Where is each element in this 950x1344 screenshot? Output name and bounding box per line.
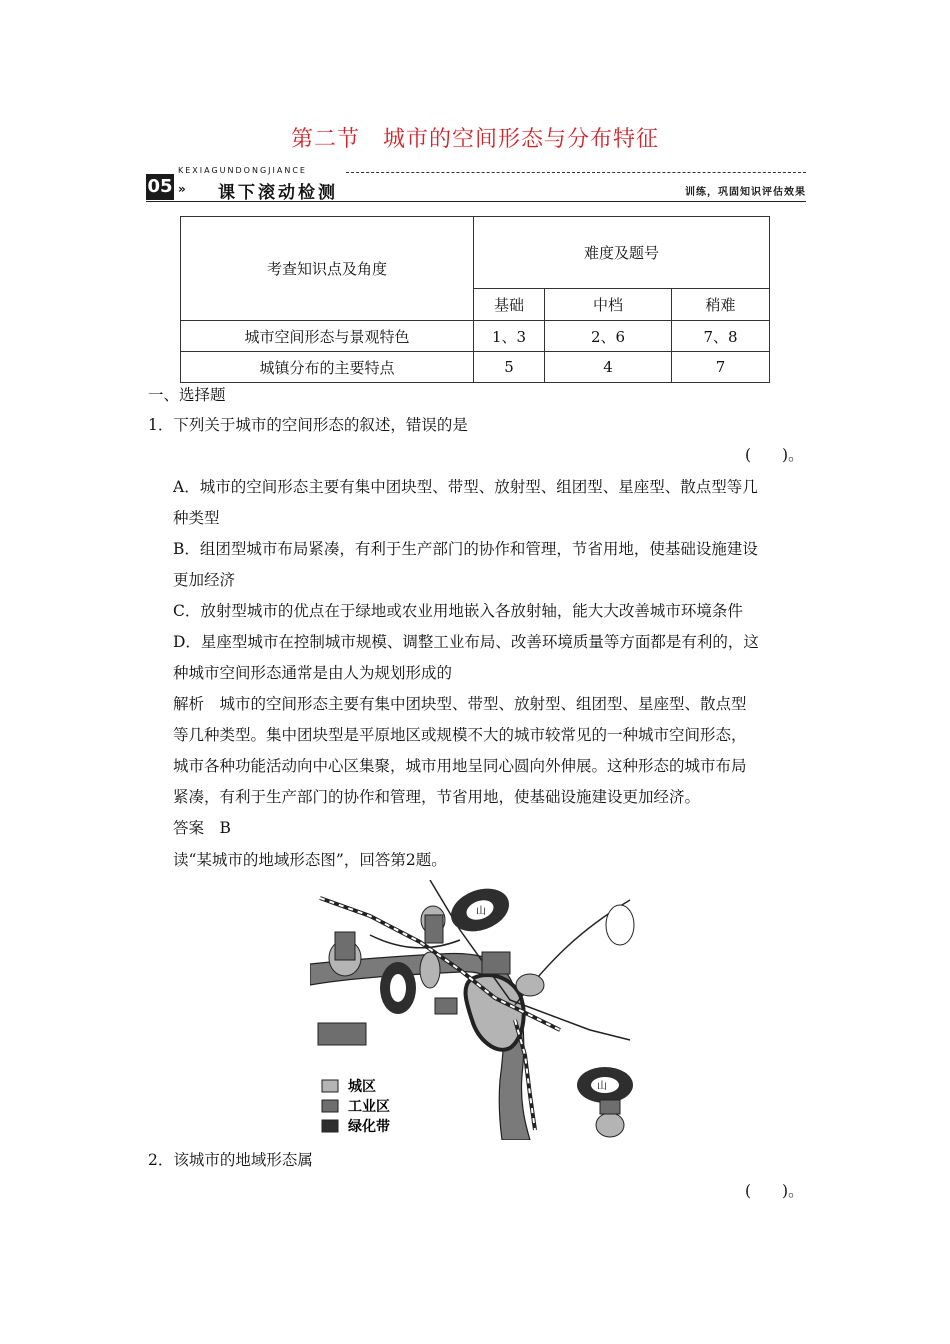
option-b-line-2: 更加经济 (173, 571, 236, 589)
legend-green-label: 绿化带 (348, 1119, 390, 1135)
industrial-zone (318, 1023, 366, 1045)
read-prompt: 读“某城市的地域形态图”，回答第2题。 (173, 851, 447, 869)
answer-line: 答案 B (173, 819, 231, 837)
legend-green-swatch (322, 1120, 338, 1132)
page-title: 第二节 城市的空间形态与分布特征 (290, 127, 659, 152)
table-cell-topic: 城镇分布的主要特点 (181, 352, 474, 383)
table-cell-medium: 4 (545, 352, 672, 383)
table-cell-hard: 7 (672, 352, 770, 383)
question-2-stem: 2．该城市的地域形态属 (148, 1151, 313, 1169)
double-arrow-icon: » (178, 182, 186, 196)
option-d-line-2: 种城市空间形态通常是由人为规划形成的 (173, 664, 453, 682)
mountain-label: 山 (476, 906, 486, 917)
question-1-stem: 1．下列关于城市的空间形态的叙述，错误的是 (148, 416, 468, 434)
map-figure (310, 880, 640, 1140)
central-urban-zone (466, 975, 524, 1050)
knowledge-table (180, 216, 770, 383)
urban-zone (516, 974, 544, 996)
section-title: 课下滚动检测 (218, 183, 338, 203)
table-header-topic: 考查知识点及角度 (181, 217, 474, 321)
analysis-line-2: 等几种类型。集中团块型是平原地区或规模不大的城市较常见的一种城市空间形态， (173, 726, 747, 744)
option-a-line-2: 种类型 (173, 509, 220, 527)
table-cell-basic: 5 (474, 352, 545, 383)
legend-urban-swatch (322, 1080, 338, 1092)
question-1-blank: ( )。 (745, 446, 804, 464)
option-c: C．放射型城市的优点在于绿地或农业用地嵌入各放射轴，能大大改善城市环境条件 (173, 602, 743, 620)
section-pinyin: KEXIAGUNDONGJIANCE (178, 166, 307, 175)
legend-industrial-swatch (322, 1100, 338, 1112)
section-tagline: 训练，巩固知识评估效果 (685, 187, 806, 198)
option-a-line-1: A．城市的空间形态主要有集中团块型、带型、放射型、组团型、星座型、散点型等几 (173, 478, 758, 496)
urban-zone (596, 1113, 624, 1137)
section-banner (146, 166, 806, 206)
table-cell-medium: 2、6 (545, 321, 672, 352)
banner-rule (146, 201, 806, 202)
dotted-divider (346, 172, 806, 173)
industrial-zone (425, 915, 443, 943)
section-number: 05 (146, 174, 174, 200)
table-cell-hard: 7、8 (672, 321, 770, 352)
city-form-map (310, 880, 640, 1140)
urban-zone (606, 905, 634, 945)
svg-text:山: 山 (597, 1081, 607, 1092)
table-cell-basic: 1、3 (474, 321, 545, 352)
legend-industrial-label: 工业区 (348, 1099, 390, 1115)
section-heading: 一、选择题 (148, 386, 226, 404)
urban-zone (420, 952, 440, 988)
option-d-line-1: D．星座型城市在控制城市规模、调整工业布局、改善环境质量等方面都是有利的，这 (173, 633, 759, 651)
legend-urban-label: 城区 (348, 1079, 376, 1095)
industrial-zone (435, 998, 457, 1014)
industrial-zone (335, 932, 355, 960)
analysis-line-1: 解析 城市的空间形态主要有集中团块型、带型、放射型、组团型、星座型、散点型 (173, 695, 747, 713)
question-2-blank: ( )。 (745, 1182, 804, 1200)
option-b-line-1: B．组团型城市布局紧凑，有利于生产部门的协作和管理，节省用地，使基础设施建设 (173, 540, 758, 558)
table-cell-topic: 城市空间形态与景观特色 (181, 321, 474, 352)
table-level-medium: 中档 (545, 289, 672, 321)
table-header-difficulty: 难度及题号 (474, 217, 770, 289)
analysis-line-3: 城市各种功能活动向中心区集聚，城市用地呈同心圆向外伸展。这种形态的城市布局 (173, 757, 747, 775)
table-row (181, 352, 770, 383)
table-level-basic: 基础 (474, 289, 545, 321)
industrial-zone (482, 952, 510, 974)
table-row (181, 321, 770, 352)
table-level-hard: 稍难 (672, 289, 770, 321)
industrial-zone (600, 1100, 620, 1114)
analysis-line-4: 紧凑，有利于生产部门的协作和管理，节省用地，使基础设施建设更加经济。 (173, 788, 701, 806)
